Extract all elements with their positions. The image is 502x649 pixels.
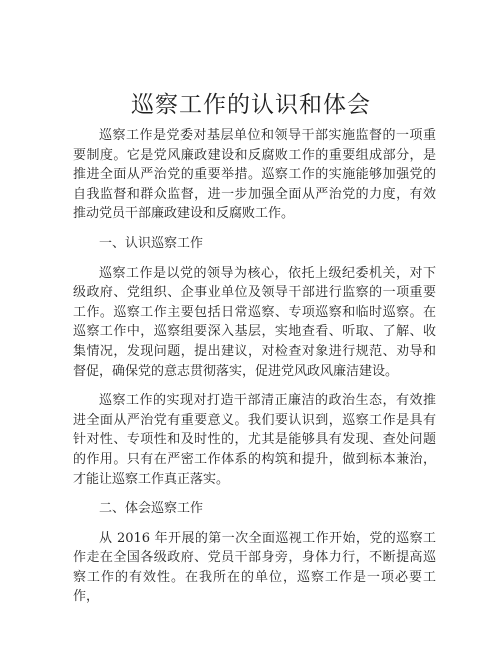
section-heading: 一、认识巡察工作 — [99, 235, 204, 251]
document-title: 巡察工作的认识和体会 — [131, 92, 371, 118]
section-heading: 二、体会巡察工作 — [99, 501, 204, 517]
paragraph: 从 2016 年开展的第一次全面巡视工作开始，党的巡察工作走在全国各级政府、党员干部身旁，身体力行，不断提高巡察工作的有效性。在我所在的单位，巡察工作是一项必要工作， — [73, 530, 436, 605]
paragraph: 巡察工作是党委对基层单位和领导干部实施监督的一项重要制度。它是党风廉政建设和反腐败工作的重要组成部分，是推进全面从严治党的重要举措。巡察工作的实施能够加强党的自我监督和群众监督，进一步加强全面从严治党的力度，有效推动党员干部廉政建设和反腐败工作。 — [73, 128, 436, 222]
paragraph: 巡察工作的实现对打造干部清正廉洁的政治生态，有效推进全面从严治党有重要意义。我们要认识到，巡察工作是具有针对性、专项性和及时性的，尤其是能够具有发现、查处问题的作用。只有在严密工作体系的构筑和提升，做到标本兼治，才能让巡察工作真正落实。 — [73, 393, 436, 487]
document-body — [73, 126, 436, 617]
paragraph: 巡察工作是以党的领导为核心，依托上级纪委机关，对下级政府、党组织、企事业单位及领导干部进行监察的一项重要工作。巡察工作主要包括日常巡察、专项巡察和临时巡察。在巡察工作中，巡察组要深入基层，实地查看、听取、了解、收集情况，发现问题，提出建议，对检查对象进行规范、劝导和督促，确保党的意志贯彻落实，促进党风政风廉洁建设。 — [73, 265, 436, 379]
